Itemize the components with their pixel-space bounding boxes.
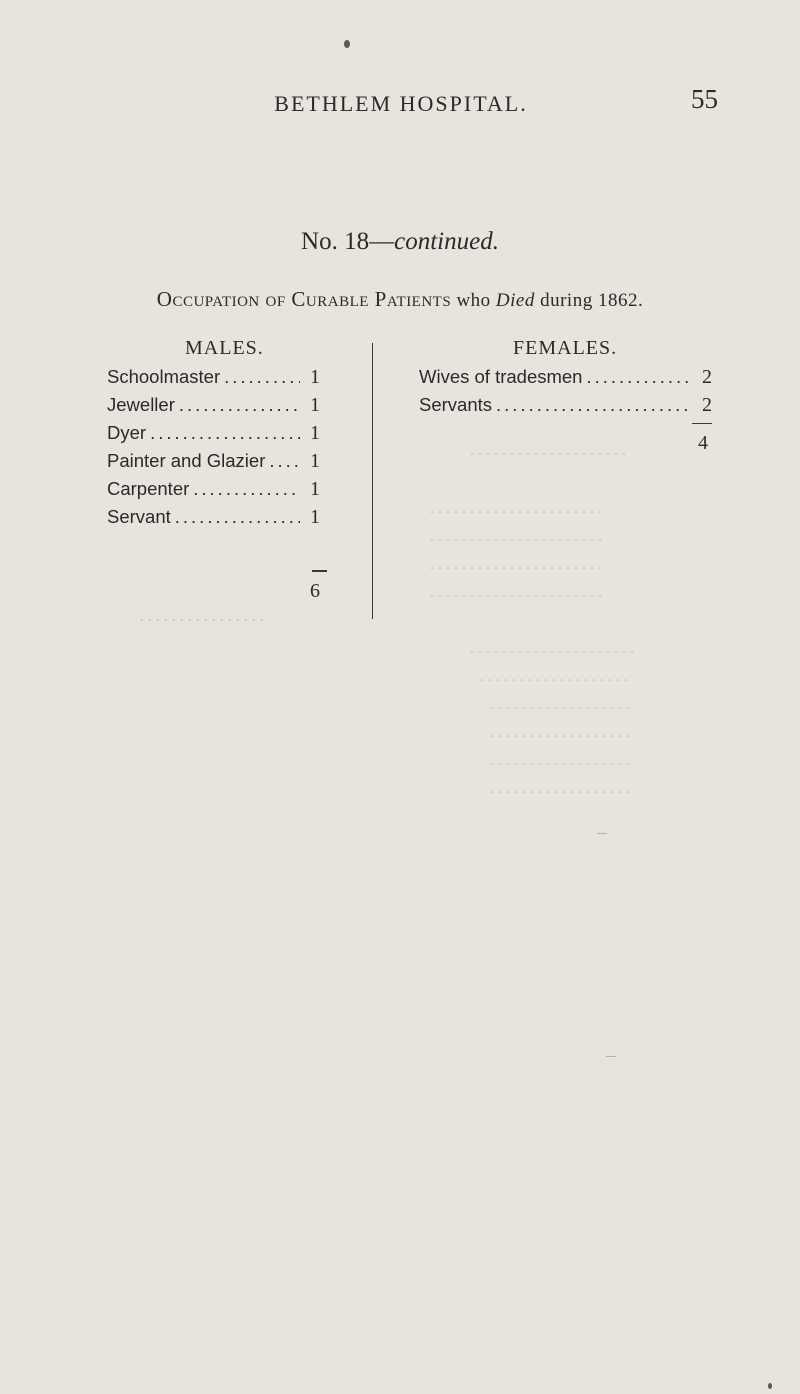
- bleed-through-mark: [597, 833, 607, 834]
- page-number: 55: [691, 84, 718, 114]
- females-row: [419, 394, 712, 422]
- males-row: [107, 450, 320, 478]
- leader-dots: [150, 422, 300, 444]
- bleed-through-text: . . . . . . . . . . . . . . . . . . . . . .: [430, 584, 602, 601]
- leader-dots: [193, 478, 300, 500]
- leader-dots: [269, 450, 300, 472]
- death-count: 2: [702, 366, 712, 388]
- occupation-label: Servants: [419, 394, 493, 415]
- males-row: [107, 506, 320, 534]
- females-heading: FEMALES.: [513, 337, 618, 359]
- death-count: 1: [310, 478, 320, 500]
- bleed-through-text: . . . . . . . . . . . . . . . . . . . . . .: [430, 500, 602, 517]
- running-header: BETHLEM HOSPITAL.: [274, 91, 528, 116]
- males-row: [107, 422, 320, 450]
- table-caption: [0, 287, 800, 312]
- bleed-through-text: . . . . . . . . . . . . . . . .: [140, 608, 264, 625]
- table-number-suffix: continued.: [394, 228, 499, 255]
- column-divider: [372, 343, 373, 619]
- occupation-label: Painter and Glazier: [107, 450, 266, 471]
- caption-occupation: Occupation of Curable Patients: [156, 287, 452, 311]
- occupation-label: Dyer: [107, 422, 147, 443]
- bleed-through-text: . . . . . . . . . . . . . . . . . .: [490, 696, 630, 713]
- bleed-through-text: . . . . . . . . . . . . . . . . . . .: [480, 668, 628, 685]
- males-total: 6: [310, 580, 320, 602]
- bleed-through-text: . . . . . . . . . . . . . . . . . . . . .: [470, 640, 634, 657]
- occupation-label: Jeweller: [107, 394, 175, 415]
- leader-dots: [586, 366, 692, 388]
- total-rule: [692, 423, 712, 424]
- total-rule: [312, 570, 327, 572]
- bleed-through-text: . . . . . . . . . . . . . . . . . .: [490, 780, 630, 797]
- males-row: [107, 478, 320, 506]
- table-number: [0, 228, 800, 256]
- males-row: [107, 394, 320, 422]
- bleed-through-text: . . . . . . . . . . . . . . . . . . . . . .: [430, 556, 602, 573]
- males-row: [107, 366, 320, 394]
- females-row: [419, 366, 712, 394]
- death-count: 1: [310, 422, 320, 444]
- death-count: 2: [702, 394, 712, 416]
- bleed-through-text: . . . . . . . . . . . . . . . . . . . . . .: [430, 528, 602, 545]
- leader-dots: [175, 506, 300, 528]
- death-count: 1: [310, 506, 320, 528]
- bleed-through-text: . . . . . . . . . . . . . . . . . . . .: [470, 442, 626, 459]
- death-count: 1: [310, 394, 320, 416]
- caption-died: Died: [495, 290, 535, 311]
- caption-year: during 1862.: [540, 290, 644, 311]
- bleed-through-mark: [606, 1056, 616, 1057]
- leader-dots: [224, 366, 300, 388]
- occupation-label: Servant: [107, 506, 171, 527]
- leader-dots: [496, 394, 692, 416]
- occupation-label: Wives of tradesmen: [419, 366, 583, 387]
- occupation-label: Carpenter: [107, 478, 190, 499]
- caption-who: who: [456, 290, 491, 311]
- bleed-through-text: . . . . . . . . . . . . . . . . . .: [490, 724, 630, 741]
- occupation-label: Schoolmaster: [107, 366, 221, 387]
- table-number-label: No. 18—: [301, 228, 395, 255]
- leader-dots: [179, 394, 300, 416]
- ink-speck: [768, 1383, 772, 1389]
- females-total: 4: [698, 432, 708, 454]
- bleed-through-text: . . . . . . . . . . . . . . . . . .: [490, 752, 630, 769]
- death-count: 1: [310, 450, 320, 472]
- ink-speck: [344, 40, 350, 48]
- death-count: 1: [310, 366, 320, 388]
- males-heading: MALES.: [185, 337, 264, 359]
